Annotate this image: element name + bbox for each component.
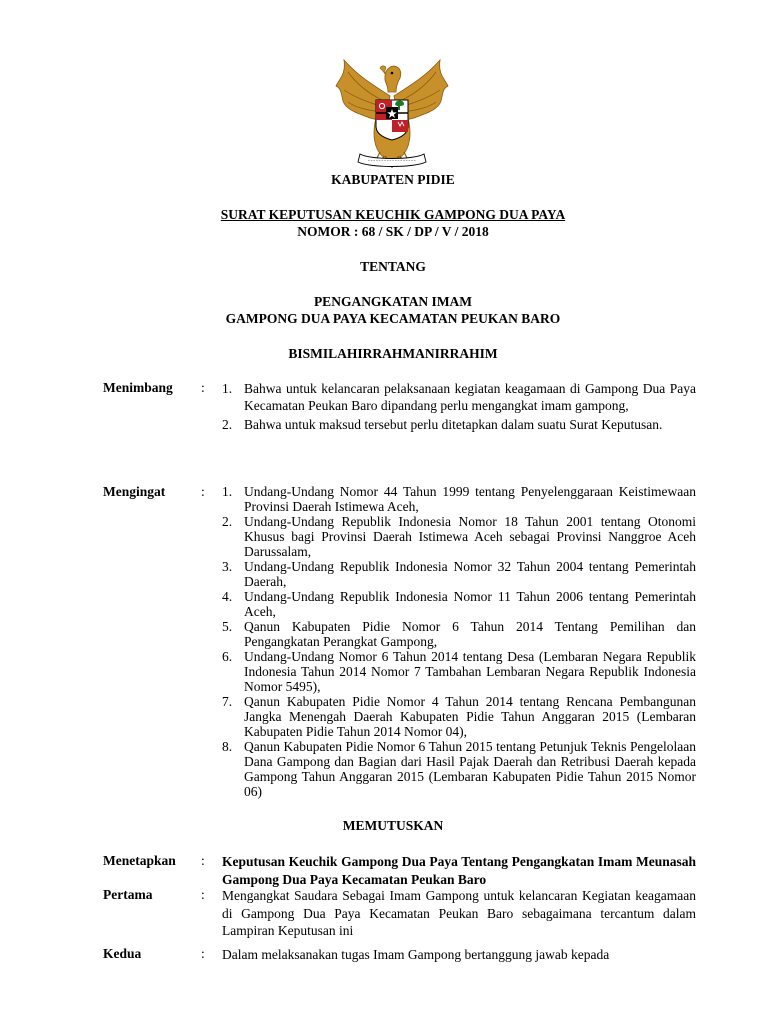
about-heading: TENTANG (360, 259, 426, 274)
mengingat-list (222, 484, 696, 799)
menetapkan-colon: : (201, 853, 205, 868)
menetapkan-label: Menetapkan (103, 853, 176, 868)
item-text: Qanun Kabupaten Pidie Nomor 4 Tahun 2014 tentang Rencana Pembangunan Jangka Menengah Daerah Kabupaten Pidie Tahun Anggaran 2015 (Lembaran Kabupaten Pidie Tahun 2014 Nomor 04), (244, 694, 696, 739)
list-item (222, 416, 696, 433)
mengingat-colon: : (201, 484, 205, 499)
list-item (222, 619, 696, 649)
list-item (222, 694, 696, 739)
pertama-colon: : (201, 887, 205, 902)
item-number: 6. (222, 649, 233, 664)
list-item (222, 484, 696, 514)
item-number: 2. (222, 417, 233, 432)
list-item (222, 589, 696, 619)
item-text: Undang-Undang Republik Indonesia Nomor 11 Tahun 2006 tentang Pemerintah Aceh, (244, 589, 696, 619)
item-number: 5. (222, 619, 233, 634)
item-number: 4. (222, 589, 233, 604)
decree-title: SURAT KEPUTUSAN KEUCHIK GAMPONG DUA PAYA (220, 207, 566, 222)
subject-line-2: GAMPONG DUA PAYA KECAMATAN PEUKAN BARO (225, 311, 561, 326)
list-item (222, 739, 696, 799)
list-item (222, 559, 696, 589)
item-text: Qanun Kabupaten Pidie Nomor 6 Tahun 2014 Tentang Pemilihan dan Pengangkatan Perangkat Gampong, (244, 619, 696, 649)
pertama-text: Mengangkat Saudara Sebagai Imam Gampong untuk kelancaran Kegiatan keagamaan di Gampong Dua Paya Kecamatan Peukan Baro sebagaimana tercantum dalam Lampiran Keputusan ini (222, 888, 696, 938)
item-text: Undang-Undang Nomor 44 Tahun 1999 tentang Penyelenggaraan Keistimewaan Provinsi Daerah Istimewa Aceh, (244, 484, 696, 514)
kedua-colon: : (201, 946, 205, 961)
item-text: Undang-Undang Nomor 6 Tahun 2014 tentang Desa (Lembaran Negara Republik Indonesia Tahun 2014 Nomor 7 Tambahan Lembaran Negara Republik Indonesia Nomor 5495), (244, 649, 696, 694)
decree-number: NOMOR : 68 / SK / DP / V / 2018 (297, 224, 489, 239)
item-text: Undang-Undang Republik Indonesia Nomor 32 Tahun 2004 tentang Pemerintah Daerah, (244, 559, 696, 589)
item-number: 1. (222, 381, 233, 396)
regency-title: KABUPATEN PIDIE (331, 172, 455, 187)
invocation: BISMILAHIRRAHMANIRRAHIM (288, 346, 498, 361)
kedua-label: Kedua (103, 946, 142, 961)
subject-line-1: PENGANGKATAN IMAM (313, 294, 473, 309)
garuda-emblem-icon (330, 56, 454, 174)
item-number: 7. (222, 694, 233, 709)
item-text: Qanun Kabupaten Pidie Nomor 6 Tahun 2015 tentang Petunjuk Teknis Pengelolaan Dana Gampong dan Bagian dari Hasil Pajak Daerah dan Retribusi Daerah kepada Gampong Tahun Anggaran 2015 (Lembaran Kabupaten Pidie Tahun 2015 Nomor 06) (244, 739, 696, 799)
menimbang-label: Menimbang (103, 380, 173, 395)
kedua-text: Dalam melaksanakan tugas Imam Gampong bertanggung jawab kepada (222, 947, 610, 962)
list-item (222, 514, 696, 559)
pertama-label: Pertama (103, 887, 153, 902)
item-text: Bahwa untuk maksud tersebut perlu ditetapkan dalam suatu Surat Keputusan. (244, 417, 663, 432)
menimbang-colon: : (201, 380, 205, 395)
menetapkan-text: Keputusan Keuchik Gampong Dua Paya Tentang Pengangkatan Imam Meunasah Gampong Dua Paya Kecamatan Peukan Baro (222, 854, 696, 887)
decision-heading: MEMUTUSKAN (342, 818, 444, 833)
item-text: Bahwa untuk kelancaran pelaksanaan kegiatan keagamaan di Gampong Dua Paya Kecamatan Peukan Baro dipandang perlu mengangkat imam gampong, (244, 381, 696, 413)
item-number: 8. (222, 739, 233, 754)
item-text: Undang-Undang Republik Indonesia Nomor 18 Tahun 2001 tentang Otonomi Khusus bagi Provinsi Daerah Istimewa Aceh sebagai Provinsi Nanggroe Aceh Darussalam, (244, 514, 696, 559)
item-number: 1. (222, 484, 233, 499)
menimbang-list (222, 380, 696, 435)
item-number: 2. (222, 514, 233, 529)
list-item (222, 380, 696, 414)
item-number: 3. (222, 559, 233, 574)
mengingat-label: Mengingat (103, 484, 166, 499)
list-item (222, 649, 696, 694)
